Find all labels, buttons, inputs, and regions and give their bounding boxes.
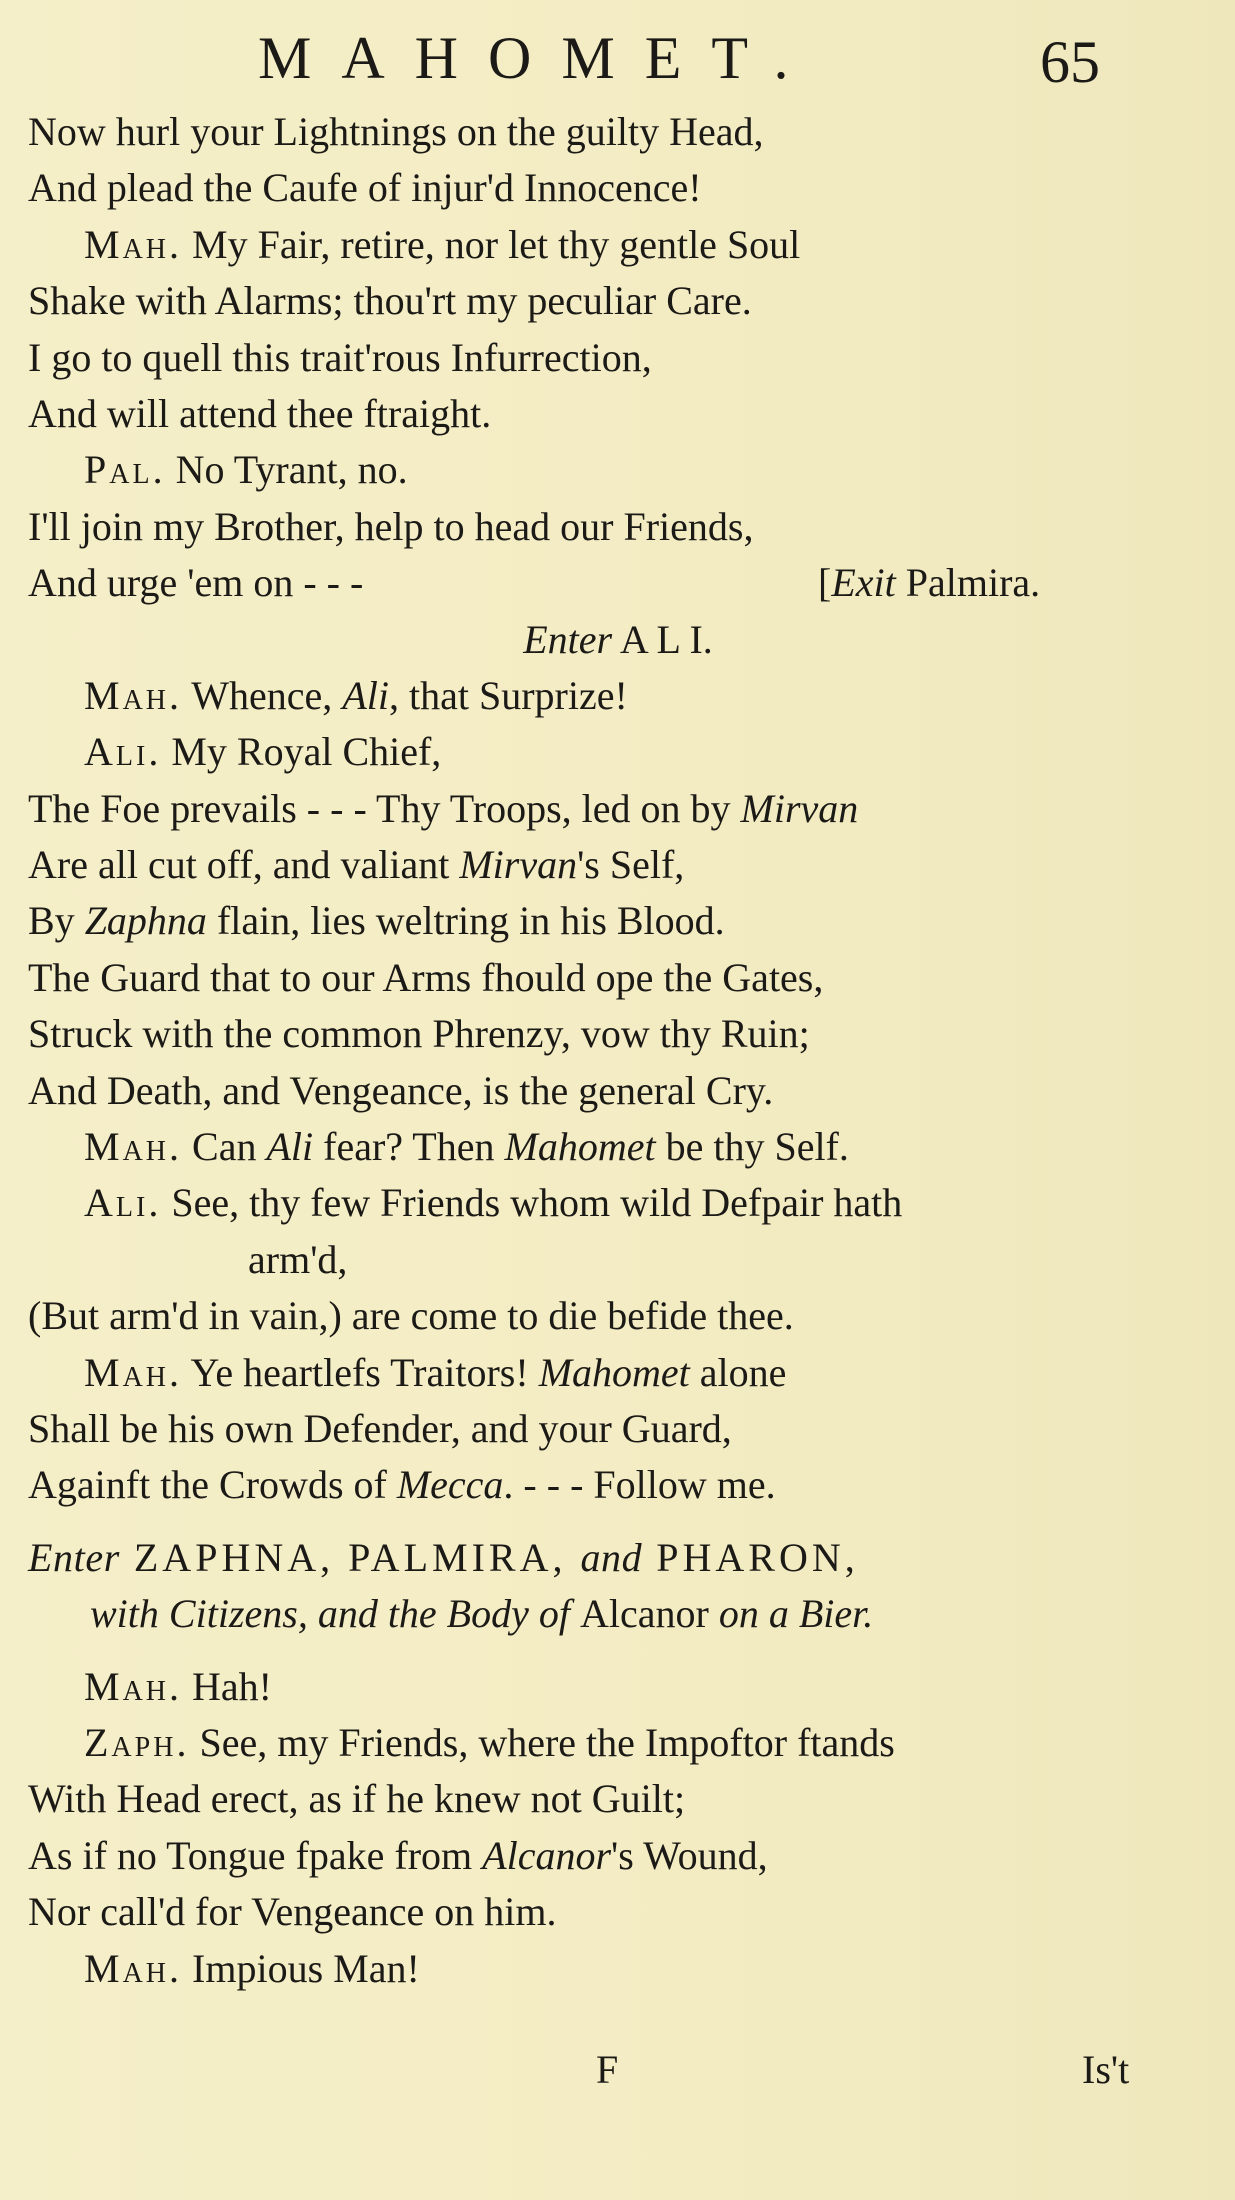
speech-text: Whence, xyxy=(182,672,343,718)
speech-text: Hah! xyxy=(182,1663,272,1709)
verse-line xyxy=(28,837,1208,893)
speech-line xyxy=(28,1715,1208,1771)
verse-line xyxy=(28,781,1208,837)
speech-text: 's Self, xyxy=(577,842,685,888)
proper-name: Mirvan xyxy=(740,785,859,831)
speech-text: By xyxy=(28,898,85,944)
speech-text: be thy Self. xyxy=(655,1124,849,1170)
character-name: Palmira. xyxy=(895,560,1041,606)
running-title: MAHOMET. xyxy=(258,25,819,91)
speaker-name: Mah. xyxy=(84,1945,183,1991)
speaker-name: Mah. xyxy=(84,221,183,267)
verse-line: With Head erect, as if he knew not Guilt; xyxy=(28,1776,686,1822)
speech-text: As if no Tongue fpake from xyxy=(28,1832,483,1878)
speaker-name: Ali. xyxy=(84,1180,162,1226)
speech-text: flain, lies weltring in his Blood. xyxy=(206,898,725,944)
play-text xyxy=(28,104,1208,1997)
verse-line xyxy=(28,1828,1208,1884)
proper-name: Mahomet xyxy=(538,1349,690,1395)
verse-line: Now hurl your Lightnings on the guilty Head, xyxy=(28,109,764,154)
bracket: [ xyxy=(818,560,832,606)
exit-word: Exit xyxy=(831,560,896,606)
verse-line: Shake with Alarms; thou'rt my peculiar Care. xyxy=(28,278,752,324)
speech-text: Ye heartlefs Traitors! xyxy=(182,1349,539,1395)
proper-name: Ali xyxy=(266,1124,314,1170)
stage-direction xyxy=(28,1530,1208,1586)
stage-direction xyxy=(28,1586,1208,1642)
verse-line: And plead the Caufe of injur'd Innocence! xyxy=(28,165,702,211)
verse-line xyxy=(28,1457,1208,1513)
speech-text: Impious Man! xyxy=(182,1945,420,1991)
page-number: 65 xyxy=(1040,29,1100,95)
stage-text: with Citizens, xyxy=(90,1591,318,1637)
speech-text: Againft the Crowds of xyxy=(28,1462,397,1508)
speech-line xyxy=(28,1345,1208,1401)
speech-text: . - - - Follow me. xyxy=(503,1462,776,1508)
proper-name: Mirvan xyxy=(459,842,578,888)
signature-mark: F xyxy=(596,2047,619,2092)
verse-line: Nor call'd for Vengeance on him. xyxy=(28,1889,557,1935)
speech-text: Are all cut off, and valiant xyxy=(28,842,460,888)
character-name: Alcanor xyxy=(579,1591,709,1637)
verse-line: Shall be his own Defender, and your Guard, xyxy=(28,1405,732,1451)
stage-text: and the Body of xyxy=(317,1591,580,1637)
speech-line xyxy=(28,1659,1208,1715)
verse-line xyxy=(28,893,1208,949)
proper-name: Zaphna xyxy=(84,898,207,944)
speech-text: , that Surprize! xyxy=(388,672,628,718)
speech-line xyxy=(28,724,1208,780)
speech-line xyxy=(28,668,1208,724)
speaker-name: Mah. xyxy=(84,1663,183,1709)
proper-name: Ali xyxy=(342,672,389,718)
verse-line: The Guard that to our Arms fhould ope the Gates, xyxy=(28,954,824,1000)
character-name: PHARON, xyxy=(642,1534,859,1580)
verse-line: (But arm'd in vain,) are come to die befide thee. xyxy=(28,1293,794,1339)
enter-word: Enter xyxy=(523,616,613,662)
speaker-name: Mah. xyxy=(84,1124,183,1170)
speaker-name: Mah. xyxy=(84,672,183,718)
verse-line: And Death, and Vengeance, is the general Cry. xyxy=(28,1067,774,1113)
speaker-name: Ali. xyxy=(84,729,162,775)
speaker-name: Zaph. xyxy=(84,1719,190,1765)
page-header xyxy=(0,22,1235,94)
exit-direction xyxy=(818,555,1040,611)
enter-word: Enter xyxy=(28,1534,120,1580)
verse-line: I go to quell this trait'rous Infurrection, xyxy=(28,334,652,380)
speaker-name: Mah. xyxy=(84,1349,183,1395)
character-name: A L I. xyxy=(612,616,713,662)
proper-name: Alcanor xyxy=(482,1832,612,1878)
speech-line xyxy=(28,1175,1208,1231)
stage-text: on a Bier. xyxy=(708,1591,874,1637)
speech-text: alone xyxy=(689,1349,787,1395)
verse-line: And will attend thee ftraight. xyxy=(28,390,492,436)
proper-name: Mecca xyxy=(396,1462,504,1508)
stage-direction xyxy=(28,612,1208,668)
speech-text: My Royal Chief, xyxy=(161,729,442,775)
catchword: Is't xyxy=(1082,2047,1130,2092)
speech-text: My Fair, retire, nor let thy gentle Soul xyxy=(182,221,801,267)
speech-text: The Foe prevails - - - Thy Troops, led on by xyxy=(28,785,741,831)
and-word: and xyxy=(580,1534,643,1580)
proper-name: Mahomet xyxy=(504,1124,656,1170)
speech-text: No Tyrant, no. xyxy=(165,447,408,493)
speech-text: 's Wound, xyxy=(611,1832,768,1878)
verse-line: Struck with the common Phrenzy, vow thy Ruin; xyxy=(28,1011,810,1057)
speech-text: See, my Friends, where the Impoftor ftands xyxy=(189,1719,895,1765)
speech-text: fear? Then xyxy=(313,1124,505,1170)
speech-line xyxy=(28,217,1208,273)
speech-line xyxy=(28,1941,1208,1997)
character-names: ZAPHNA, PALMIRA, xyxy=(119,1534,581,1580)
verse-line-with-exit xyxy=(28,555,1208,611)
turnover-line: arm'd, xyxy=(248,1236,348,1282)
speaker-name: Pal. xyxy=(84,447,166,493)
page-footer xyxy=(0,2040,1235,2100)
speech-line xyxy=(28,442,1208,498)
speech-text: And urge 'em on - - - xyxy=(28,560,364,606)
speech-line xyxy=(28,1119,1208,1175)
speech-text: Can xyxy=(182,1124,267,1170)
speech-text: See, thy few Friends whom wild Defpair hath xyxy=(161,1180,903,1226)
verse-line: I'll join my Brother, help to head our Friends, xyxy=(28,503,754,549)
